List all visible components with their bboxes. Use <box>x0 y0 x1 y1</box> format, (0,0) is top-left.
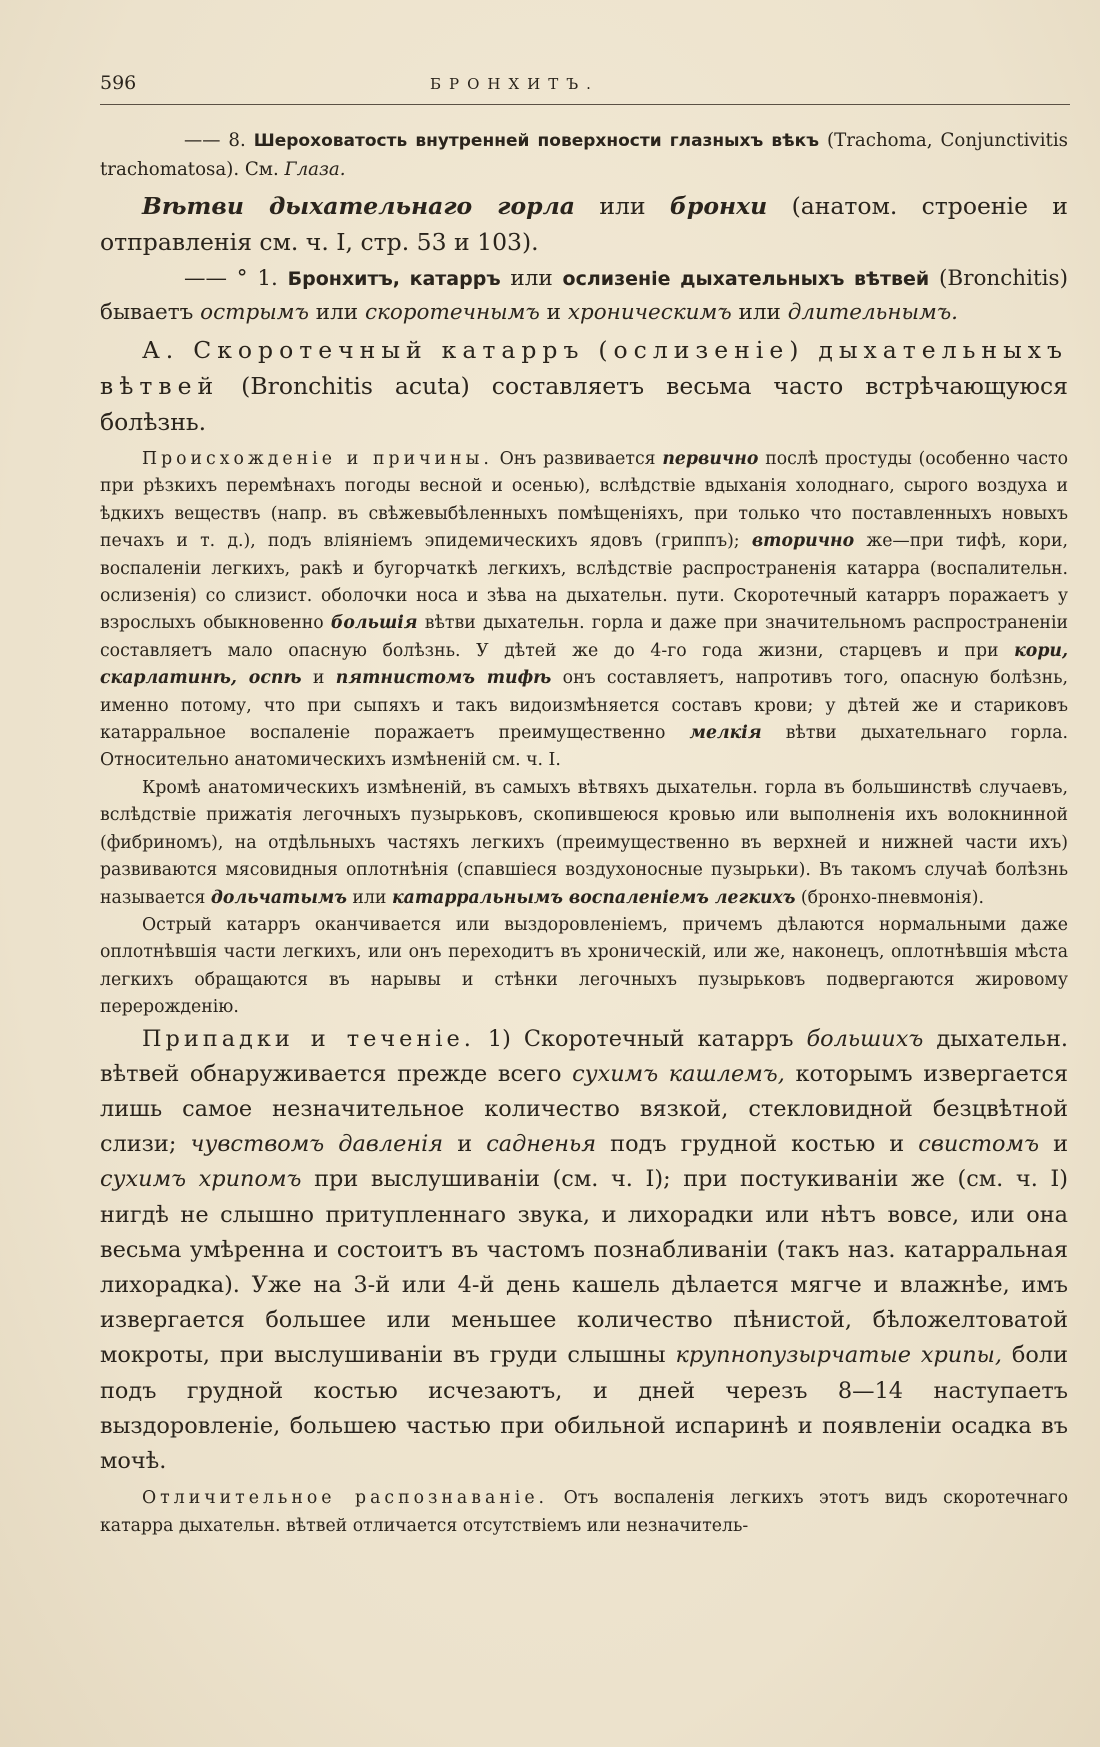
text: и <box>1053 1131 1069 1158</box>
text: вѣтви дыхательнаго горла. Относительно анатомическихъ измѣненій см. ч. I. <box>100 723 1069 771</box>
emphasis: вторично <box>751 531 855 552</box>
term-chronic: хроническимъ <box>567 300 732 325</box>
symptoms-paragraph <box>100 1022 1068 1480</box>
branches-heading-paragraph <box>100 188 1068 260</box>
text: боли подъ грудной костью исчезаютъ, и дней черезъ 8—14 наступаетъ выздоровленіе, большею частью при обильной испаринѣ и появленіи осадка въ мочѣ. <box>100 1342 1068 1474</box>
origin-heading: Происхожденіе и причины. <box>142 449 493 469</box>
heading-connector: или <box>599 192 646 220</box>
text: вѣтви дыхательн. горла и даже при значительномъ распространеніи составляетъ мало опасную болѣзнь. У дѣтей же до 4-го года жизни, старцевъ и при <box>100 613 1068 661</box>
emphasis: сухимъ хрипомъ <box>100 1166 302 1193</box>
text: или <box>738 300 781 325</box>
text: Отъ воспаленія легкихъ этотъ видъ скоротечнаго катарра дыхательн. вѣтвей отличается отсутствіемъ или незначитель- <box>100 1488 1069 1536</box>
em-dash: —— <box>184 130 221 151</box>
emphasis: кори, скарлатинѣ, оспѣ <box>100 640 1068 689</box>
text: (бронхо-пневмонія). <box>800 887 985 908</box>
origin-paragraph <box>100 446 1068 775</box>
chapter-heading: Вѣтви дыхательнаго горла <box>142 192 575 220</box>
page-header <box>100 72 1070 105</box>
emphasis: катарральнымъ воспаленіемъ легкихъ <box>391 887 796 908</box>
section-8-paragraph <box>100 127 1068 184</box>
symptoms-heading: Припадки и теченіе. <box>142 1025 475 1052</box>
running-title: БРОНХИТЪ. <box>430 75 599 93</box>
emphasis: сухимъ кашлемъ, <box>572 1060 785 1087</box>
connector: или <box>510 266 553 291</box>
diagnosis-paragraph <box>100 1485 1068 1540</box>
emphasis: большихъ <box>806 1025 924 1052</box>
section-a-paragraph <box>100 332 1068 440</box>
term-mucosal-inflammation: ослизеніе дыхательныхъ вѣтвей <box>562 268 930 290</box>
em-dash: —— <box>184 266 227 291</box>
text: подъ грудной костью и <box>610 1131 905 1158</box>
text: онъ составляетъ, напротивъ того, опасную болѣзнь, именно потому, что при сыпяхъ и такъ видоизмѣняется составъ крови; у дѣтей же и стариковъ катарральное воспаленіе поражаетъ преимущественно <box>100 668 1068 744</box>
emphasis: чувствомъ давленія <box>190 1131 444 1158</box>
section-heading-bold: Шероховатость внутренней поверхности глазныхъ вѣкъ <box>253 131 819 151</box>
text: или <box>352 887 387 908</box>
emphasis: пятнистомъ тифѣ <box>335 668 552 689</box>
text: послѣ простуды (особенно часто при рѣзкихъ перемѣнахъ погоды весной и осенью), вслѣдствіе вдыханія холоднаго, сырого воздуха и ѣдкихъ веществъ (напр. въ свѣжевыбѣленныхъ помѣщеніяхъ, при только что поставленныхъ новыхъ печахъ и т. д.), подъ вліяніемъ эпидемическихъ ядовъ (гриппъ); <box>100 449 1069 552</box>
text: Онъ развивается <box>499 449 656 469</box>
text: и <box>546 300 561 325</box>
heading-reference: (анатом. строеніе и отправленія см. ч. I, стр. 53 и 103). <box>100 192 1068 256</box>
text: при выслушиваніи (см. ч. I); при постукиваніи же (см. ч. I) нигдѣ не слышно притупленнаго звука, и лихорадки или нѣтъ вовсе, или она весьма умѣренна и состоитъ въ частомъ познабливаніи (такъ наз. катарральная лихорадка). Уже на 3-й или 4-й день кашель дѣлается мягче и влажнѣе, имъ извергается большее или меньшее количество пѣнистой, бѣложелтоватой мокроты, при выслушиваніи въ груди слышны <box>100 1166 1069 1369</box>
text: Острый катарръ оканчивается или выздоровленіемъ, причемъ дѣлаются нормальными даже оплотнѣвшія части легкихъ, или онъ переходитъ въ хроническій, или же, наконецъ, оплотнѣвшія мѣста легкихъ обращаются въ нарывы и стѣнки легочныхъ пузырьковъ подвергаются жировому перерожденію. <box>100 914 1068 1018</box>
subsection-heading: А. Скоротечный катарръ (ослизеніе) дыхательныхъ вѣтвей <box>100 336 1068 400</box>
subsection-text: (Bronchitis acuta) составляетъ весьма часто встрѣчающуюся болѣзнь. <box>100 372 1068 436</box>
text: 1) Скоротечный катарръ <box>487 1025 794 1052</box>
cross-reference: Глаза. <box>284 158 346 180</box>
emphasis: крупнопузырчатые хрипы, <box>675 1342 1003 1369</box>
emphasis: большія <box>330 613 418 634</box>
text: (Bronchitis) бываетъ <box>100 266 1068 325</box>
section-text: (Trachoma, Conjunctivitis trachomatosa). См. <box>100 130 1068 180</box>
term-prolonged: длительнымъ. <box>787 300 959 325</box>
text: дыхательн. вѣтвей обнаруживается прежде всего <box>100 1025 1068 1087</box>
emphasis: дольчатымъ <box>210 887 347 908</box>
term-acute: острымъ <box>200 300 309 325</box>
emphasis: первично <box>662 449 759 469</box>
term-rapid: скоротечнымъ <box>364 300 540 325</box>
text: же—при тифѣ, кори, воспаленіи легкихъ, ракѣ и бугорчаткѣ легкихъ, вслѣдствіе распространенія катарра (воспалительн. ослизенія) со слизист. оболочки носа и зѣва на дыхательн. пути. Скоротечный катарръ поражаетъ у взрослыхъ обыкновенно <box>100 531 1068 634</box>
chapter-heading-alt: бронхи <box>669 192 768 220</box>
text: и <box>312 668 325 689</box>
emphasis: садненья <box>486 1131 597 1158</box>
outcome-paragraph <box>100 912 1068 1022</box>
text: которымъ извергается лишь самое незначительное количество вязкой, стекловидной безцвѣтной слизи; <box>100 1060 1068 1158</box>
emphasis: свистомъ <box>918 1131 1040 1158</box>
emphasis: мелкія <box>689 723 762 744</box>
diagnosis-heading: Отличительное распознаваніе. <box>142 1488 549 1509</box>
section-number: ° 1. <box>236 266 278 291</box>
anatomical-changes-paragraph <box>100 775 1068 912</box>
text: или <box>315 300 359 325</box>
page-number: 596 <box>100 72 137 94</box>
term-bronchitis: Бронхитъ, катарръ <box>287 268 501 290</box>
section-number: 8. <box>228 130 246 151</box>
text: Кромѣ анатомическихъ измѣненій, въ самыхъ вѣтвяхъ дыхательн. горла въ большинствѣ случаевъ, вслѣдствіе прижатія легочныхъ пузырьковъ, скопившеюся кровью или выполненія ихъ волокнинной (фибриномъ), на отдѣльныхъ частяхъ легкихъ (преимущественно въ верхней и нижней части ихъ) развиваются мясовидныя оплотнѣнія (спавшіеся воздухоносные пузырьки). Въ такомъ случаѣ болѣзнь называется <box>100 777 1068 908</box>
section-1-paragraph <box>100 262 1068 330</box>
text: и <box>457 1131 473 1158</box>
